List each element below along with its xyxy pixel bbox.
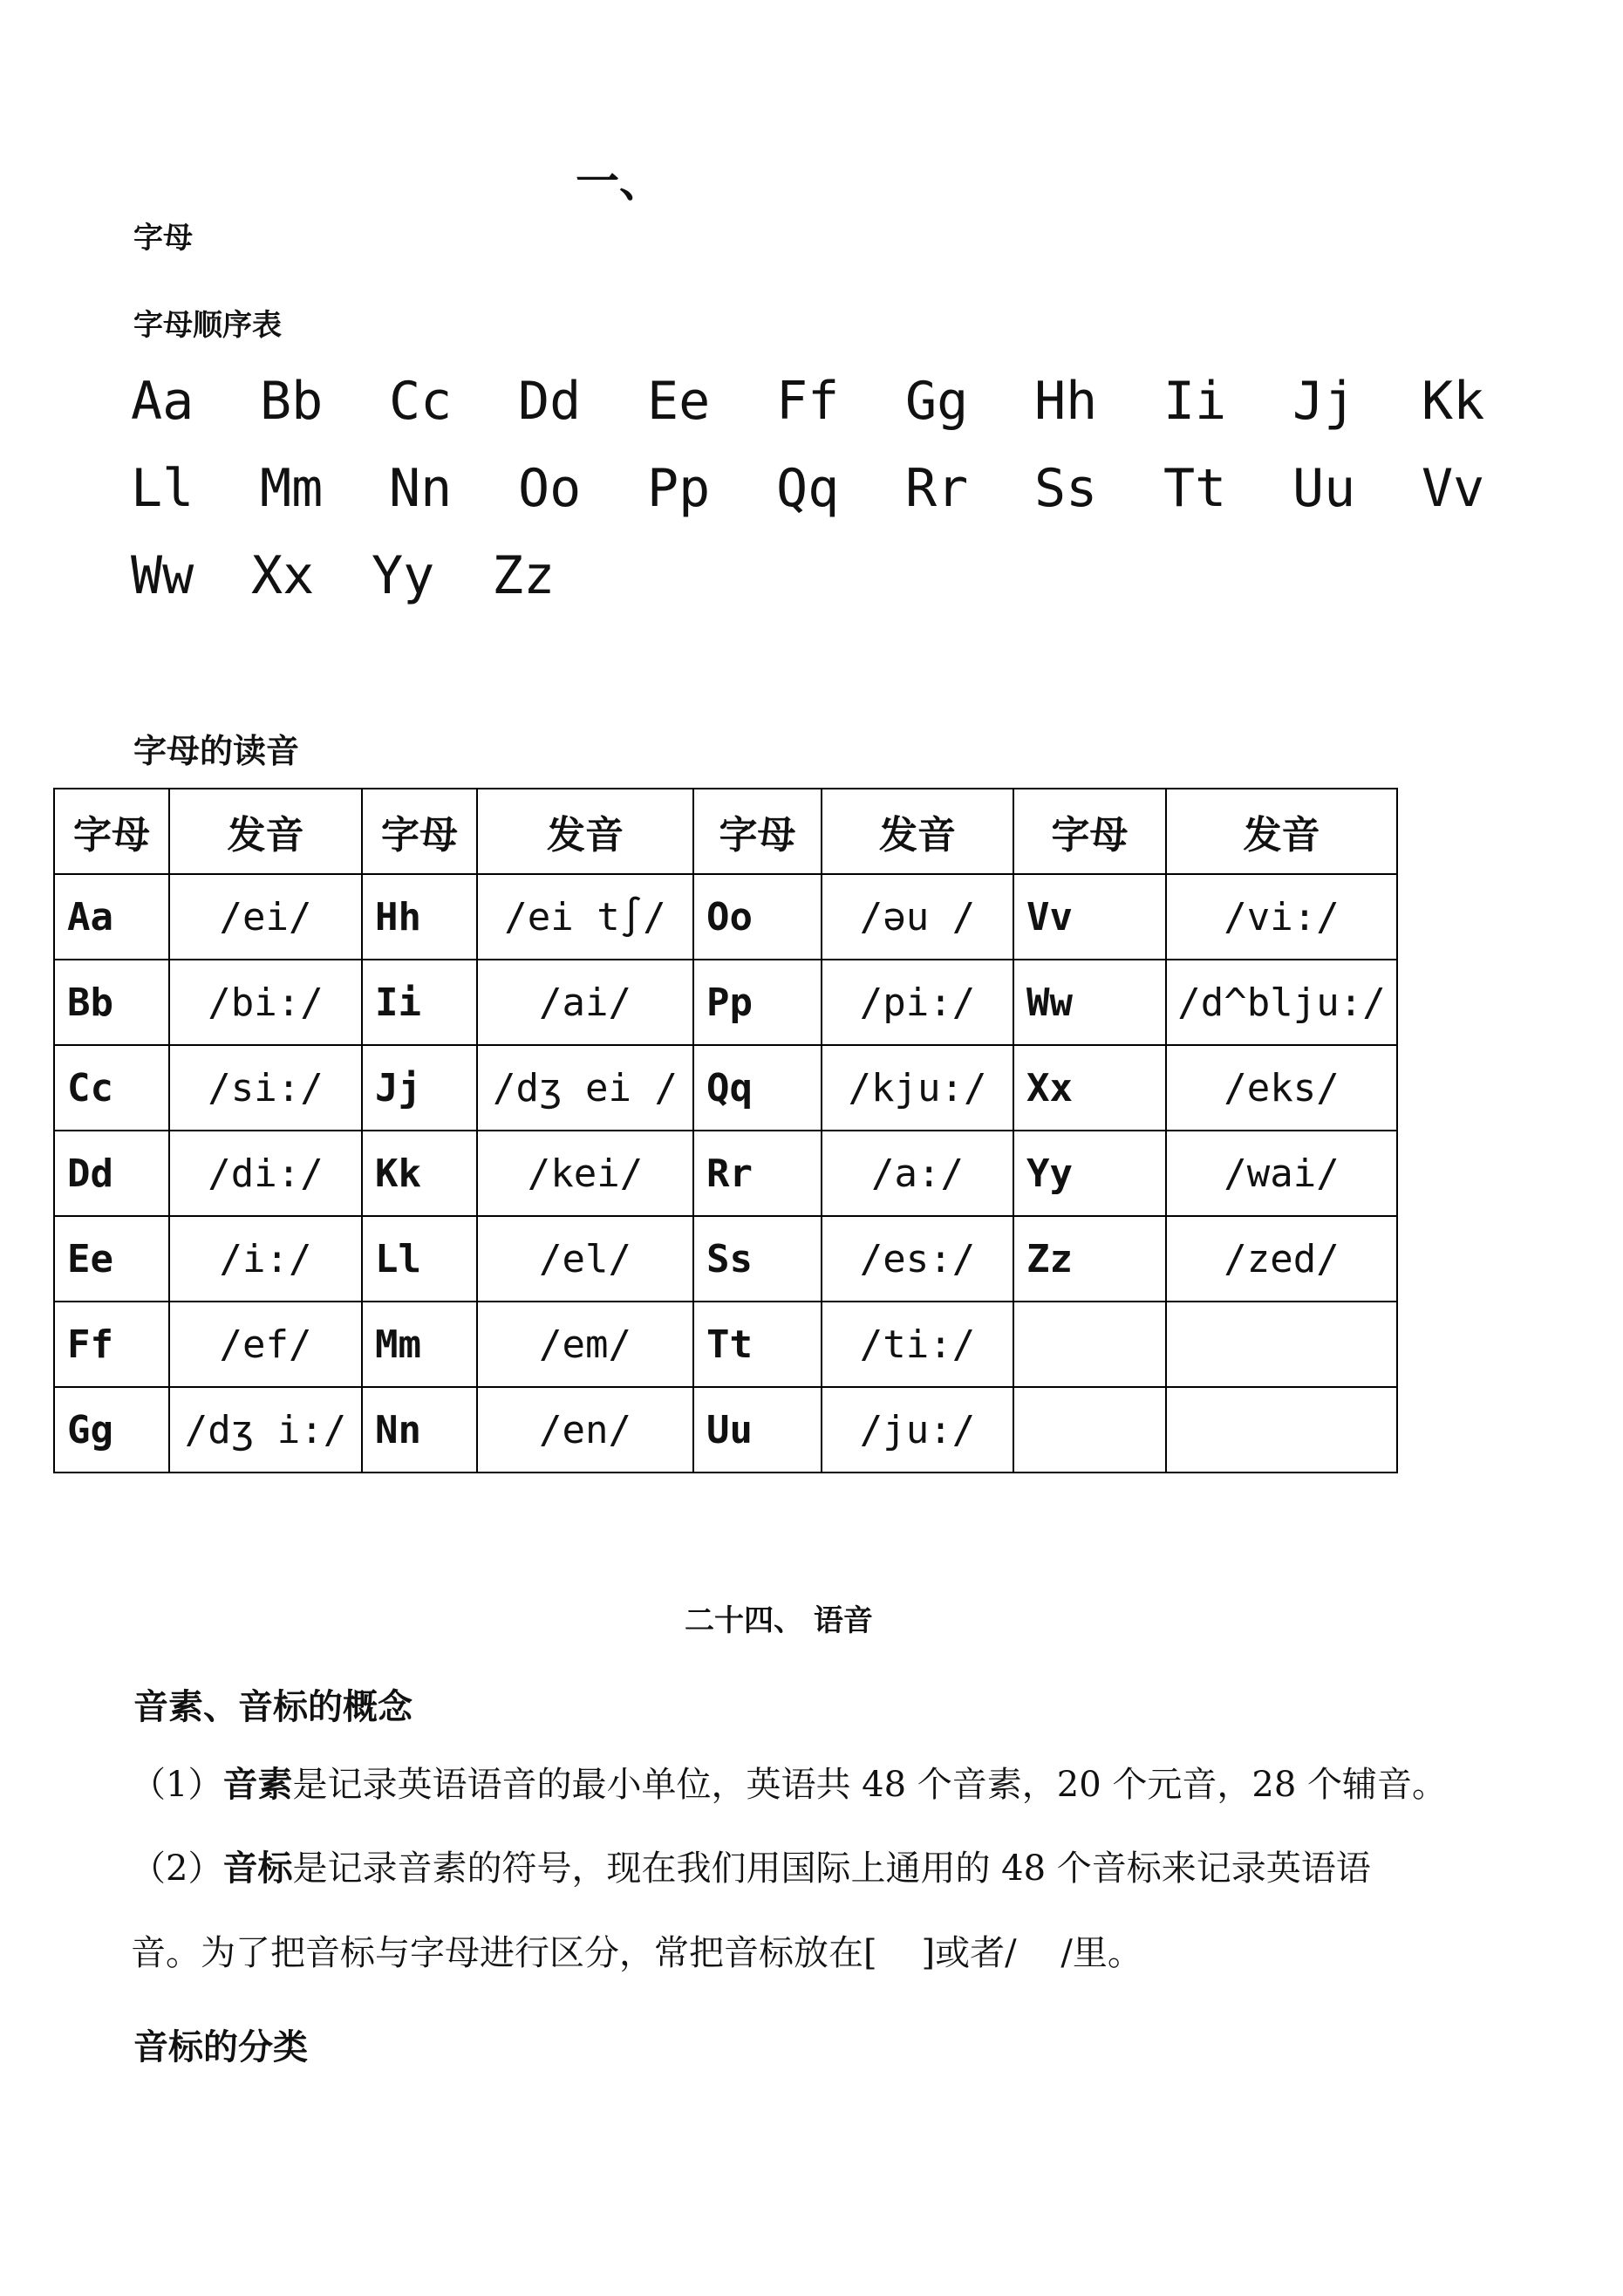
- table-row: [54, 874, 1397, 960]
- table-cell-letter: Hh: [362, 874, 477, 960]
- table-cell-sound: /wai/: [1166, 1131, 1397, 1216]
- section-label-letters: 字母: [133, 221, 193, 256]
- table-cell-sound: /zed/: [1166, 1216, 1397, 1302]
- alphabet-letter: Ss: [1034, 458, 1098, 519]
- table-header-cell: 发音: [1166, 789, 1397, 874]
- table-cell-sound: /kei/: [477, 1131, 693, 1216]
- table-cell-letter: Oo: [693, 874, 822, 960]
- alphabet-letter: Rr: [905, 458, 969, 519]
- table-row: [54, 1131, 1397, 1216]
- table-cell-sound: /di:/: [169, 1131, 362, 1216]
- table-cell-letter: Aa: [54, 874, 169, 960]
- letter-pronunciation-table: [53, 788, 1398, 1473]
- table-cell-empty: [1013, 1302, 1166, 1387]
- table-header-cell: 发音: [822, 789, 1013, 874]
- table-cell-sound: /eks/: [1166, 1045, 1397, 1131]
- table-row: [54, 1387, 1397, 1473]
- table-row: [54, 1045, 1397, 1131]
- paragraph-phonetic-symbol: [131, 1848, 1491, 1889]
- table-row: [54, 1216, 1397, 1302]
- alphabet-letter: Zz: [492, 545, 556, 606]
- table-cell-sound: /vi:/: [1166, 874, 1397, 960]
- alphabet-letter: Pp: [647, 458, 711, 519]
- table-cell-letter: Pp: [693, 960, 822, 1045]
- table-header-cell: 字母: [693, 789, 822, 874]
- alphabet-row: [131, 366, 1570, 454]
- table-row: [54, 960, 1397, 1045]
- alphabet-letter: Bb: [260, 371, 324, 432]
- table-cell-letter: Bb: [54, 960, 169, 1045]
- alphabet-letter: Vv: [1422, 458, 1485, 519]
- table-cell-sound: /bi:/: [169, 960, 362, 1045]
- table-cell-sound: /el/: [477, 1216, 693, 1302]
- table-cell-sound: /ei/: [169, 874, 362, 960]
- table-cell-letter: Ss: [693, 1216, 822, 1302]
- table-cell-sound: /dʒ i:/: [169, 1387, 362, 1473]
- table-cell-letter: Jj: [362, 1045, 477, 1131]
- alphabet-letter: Oo: [518, 458, 582, 519]
- table-cell-letter: Vv: [1013, 874, 1166, 960]
- paragraph-term: 音素: [222, 1764, 293, 1805]
- table-cell-letter: Dd: [54, 1131, 169, 1216]
- table-cell-letter: Uu: [693, 1387, 822, 1473]
- paragraph-continuation: 音。为了把音标与字母进行区分，常把音标放在[ ]或者/ /里。: [131, 1933, 1142, 1973]
- alphabet-letter: Cc: [389, 371, 453, 432]
- table-cell-sound: /en/: [477, 1387, 693, 1473]
- alphabet-row: [131, 541, 1570, 628]
- alphabet-letter: Uu: [1292, 458, 1356, 519]
- table-header-cell: 字母: [54, 789, 169, 874]
- paragraph-prefix: （2）: [131, 1848, 223, 1889]
- table-cell-sound: /dʒ ei /: [477, 1045, 693, 1131]
- paragraph-prefix: （1）: [131, 1765, 223, 1805]
- table-cell-letter: Xx: [1013, 1045, 1166, 1131]
- heading-phonetics: 二十四、 语音: [685, 1603, 873, 1638]
- table-cell-sound: /pi:/: [822, 960, 1013, 1045]
- table-cell-sound: /ei t∫/: [477, 874, 693, 960]
- alphabet-row: [131, 454, 1570, 541]
- table-cell-letter: Zz: [1013, 1216, 1166, 1302]
- alphabet-letter: Aa: [131, 371, 194, 432]
- alphabet-letter: Ee: [647, 371, 711, 432]
- table-cell-sound: /d^blju:/: [1166, 960, 1397, 1045]
- alphabet-letter: Ww: [131, 545, 194, 606]
- alphabet-letter: Qq: [776, 458, 840, 519]
- table-cell-letter: Qq: [693, 1045, 822, 1131]
- table-cell-sound: /kju:/: [822, 1045, 1013, 1131]
- alphabet-letter: Mm: [260, 458, 324, 519]
- alphabet-letter: Yy: [372, 545, 435, 606]
- alphabet-letter: Ff: [776, 371, 840, 432]
- table-cell-sound: /ef/: [169, 1302, 362, 1387]
- table-cell-sound: /əu /: [822, 874, 1013, 960]
- alphabet-letter: Ll: [131, 458, 194, 519]
- table-cell-letter: Yy: [1013, 1131, 1166, 1216]
- alphabet-letter: Hh: [1034, 371, 1098, 432]
- alphabet-letter: Gg: [905, 371, 969, 432]
- table-cell-sound: /ti:/: [822, 1302, 1013, 1387]
- table-cell-empty: [1013, 1387, 1166, 1473]
- table-cell-letter: Ww: [1013, 960, 1166, 1045]
- table-cell-sound: /a:/: [822, 1131, 1013, 1216]
- table-cell-empty: [1166, 1302, 1397, 1387]
- table-cell-sound: /si:/: [169, 1045, 362, 1131]
- table-cell-letter: Tt: [693, 1302, 822, 1387]
- paragraph-text: 是记录音素的符号，现在我们用国际上通用的 48 个音标来记录英语语: [292, 1848, 1371, 1889]
- paragraph-phoneme: [131, 1764, 1491, 1806]
- table-cell-sound: /i:/: [169, 1216, 362, 1302]
- table-cell-letter: Kk: [362, 1131, 477, 1216]
- alphabet-letter: Nn: [389, 458, 453, 519]
- paragraph-term: 音标: [222, 1848, 293, 1889]
- alphabet-letter: Tt: [1163, 458, 1227, 519]
- table-cell-letter: Ll: [362, 1216, 477, 1302]
- concept-title: 音素、音标的概念: [133, 1687, 413, 1727]
- table-cell-letter: Ii: [362, 960, 477, 1045]
- table-cell-empty: [1166, 1387, 1397, 1473]
- alphabet-letter: Xx: [251, 545, 315, 606]
- table-cell-letter: Ee: [54, 1216, 169, 1302]
- table-cell-letter: Rr: [693, 1131, 822, 1216]
- table-header-cell: 字母: [362, 789, 477, 874]
- alphabet-letter: Ii: [1163, 371, 1227, 432]
- table-cell-sound: /em/: [477, 1302, 693, 1387]
- table-cell-letter: Mm: [362, 1302, 477, 1387]
- table-row: [54, 1302, 1397, 1387]
- table-cell-sound: /es:/: [822, 1216, 1013, 1302]
- table-header-row: [54, 789, 1397, 874]
- table-header-cell: 发音: [477, 789, 693, 874]
- table-cell-letter: Cc: [54, 1045, 169, 1131]
- alphabet-letter: Kk: [1422, 371, 1485, 432]
- table-cell-sound: /ai/: [477, 960, 693, 1045]
- classification-title: 音标的分类: [133, 2027, 308, 2067]
- heading-one: 一、: [576, 156, 663, 207]
- alphabet-letter: Jj: [1292, 371, 1356, 432]
- table-cell-sound: /ju:/: [822, 1387, 1013, 1473]
- paragraph-text: 是记录英语语音的最小单位，英语共 48 个音素，20 个元音，28 个辅音。: [292, 1765, 1448, 1805]
- table-cell-letter: Nn: [362, 1387, 477, 1473]
- section-label-letter-sounds: 字母的读音: [133, 732, 300, 770]
- table-header-cell: 字母: [1013, 789, 1166, 874]
- alphabet-list: [131, 366, 1570, 628]
- section-label-alphabet-order: 字母顺序表: [133, 308, 282, 343]
- table-cell-letter: Ff: [54, 1302, 169, 1387]
- table-header-cell: 发音: [169, 789, 362, 874]
- alphabet-letter: Dd: [518, 371, 582, 432]
- table-cell-letter: Gg: [54, 1387, 169, 1473]
